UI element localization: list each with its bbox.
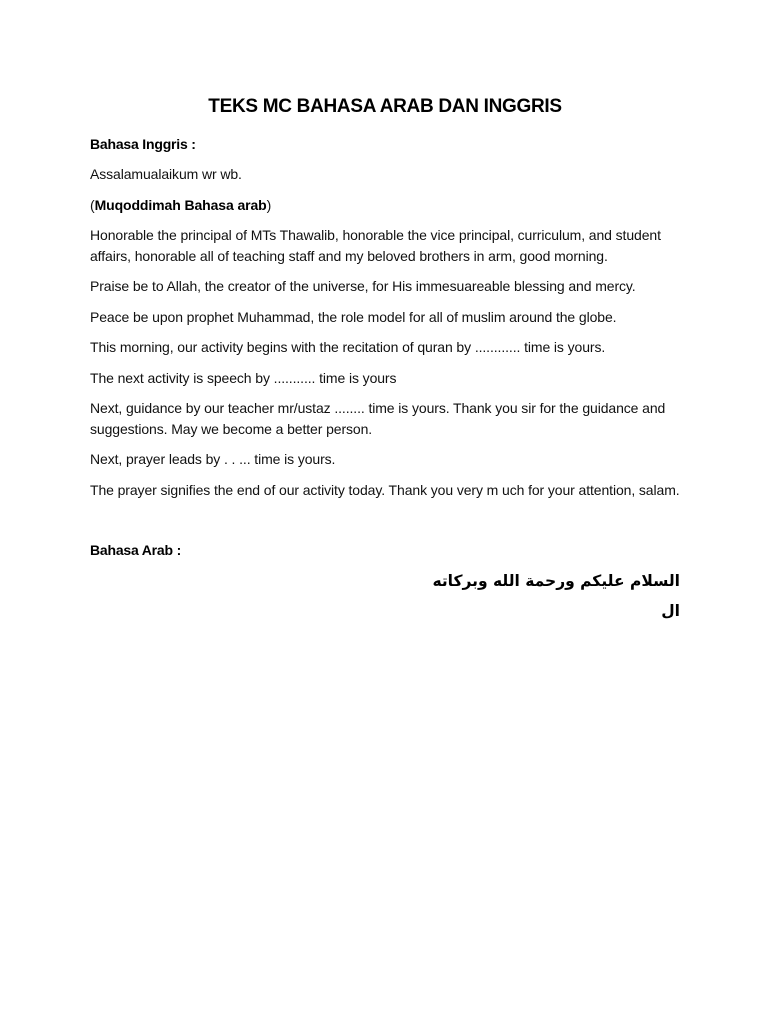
- arabic-partial-line: ال: [661, 602, 680, 620]
- document-page: [90, 94, 680, 626]
- paragraph-speech: The next activity is speech by ........... time is yours: [90, 369, 397, 386]
- paragraph-guidance: Next, guidance by our teacher mr/ustaz ........ time is yours. Thank you sir for the guidance and suggestions. May we become a better person.: [90, 400, 666, 437]
- arabic-section-heading: Bahasa Arab :: [90, 542, 182, 558]
- paragraph-praise: Praise be to Allah, the creator of the universe, for His immesuareable blessing and mercy.: [90, 278, 636, 294]
- english-section-heading: Bahasa Inggris :: [90, 136, 196, 152]
- paragraph-peace: Peace be upon prophet Muhammad, the role model for all of muslim around the globe.: [90, 308, 617, 325]
- document-title: TEKS MC BAHASA ARAB DAN INGGRIS: [208, 96, 562, 117]
- paragraph-closing: The prayer signifies the end of our activity today. Thank you very m uch for your attention, salam.: [90, 481, 680, 498]
- muqoddimah-line: [90, 195, 680, 216]
- paragraph-quran-recitation: This morning, our activity begins with the recitation of quran by ............ time is yours.: [90, 339, 606, 355]
- greeting-line: Assalamualaikum wr wb.: [90, 166, 242, 182]
- paragraph-prayer: Next, prayer leads by . . ... time is yours.: [90, 451, 336, 467]
- arabic-greeting-line: السلام عليكم ورحمة الله وبركاته: [432, 572, 680, 590]
- muqoddimah-close-paren: ): [266, 196, 272, 213]
- paragraph-greetings: Honorable the principal of MTs Thawalib, honorable the vice principal, curriculum, and student affairs, honorable all of teaching staff and my beloved brothers in arm, good morning.: [90, 227, 661, 264]
- muqoddimah-label: Muqoddimah Bahasa arab: [94, 196, 267, 213]
- muqoddimah-open-paren: (: [90, 196, 95, 213]
